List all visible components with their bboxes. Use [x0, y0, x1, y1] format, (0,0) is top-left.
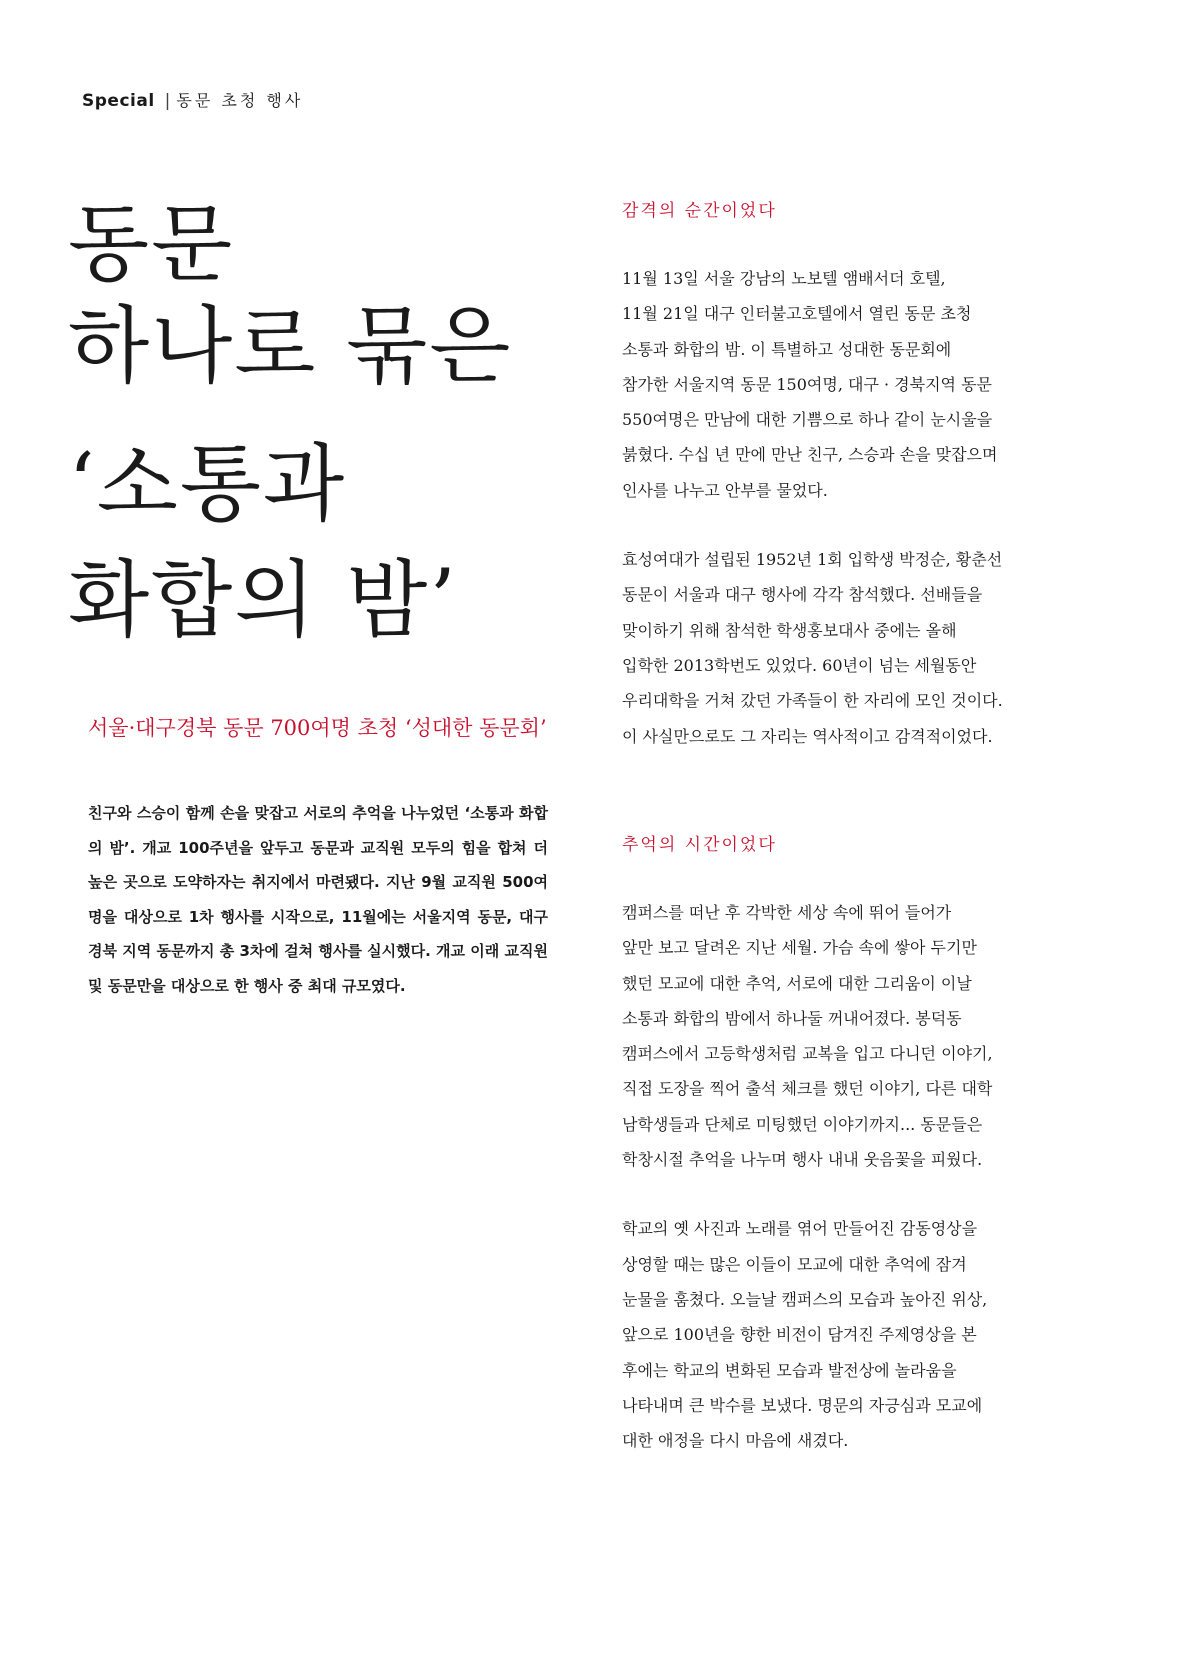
body-line: 했던 모교에 대한 추억, 서로에 대한 그리움이 이날 [622, 973, 972, 993]
body-line: 11월 13일 서울 강남의 노보텔 앰배서더 호텔, [622, 269, 946, 288]
section-2-heading: 추억의 시간이었다 [622, 835, 777, 855]
headline-line-2: 하나로 묶은 [68, 297, 513, 395]
body-line: 인사를 나누고 안부를 물었다. [622, 480, 828, 500]
body-line: 우리대학을 거쳐 갔던 가족들이 한 자리에 모인 것이다. [622, 691, 1003, 711]
body-line: 입학한 2013학번도 있었다. 60년이 넘는 세월동안 [622, 655, 977, 675]
body-line: 학창시절 추억을 나누며 행사 내내 웃음꽃을 피웠다. [622, 1150, 983, 1170]
section-label-special: Special [82, 91, 155, 111]
body-line: 앞으로 100년을 향한 비전이 담겨진 주제영상을 본 [622, 1325, 977, 1345]
body-line: 소통과 화합의 밤에서 하나둘 꺼내어졌다. 봉덕동 [622, 1008, 962, 1028]
body-line: 이 사실만으로도 그 자리는 역사적이고 감격적이었다. [622, 726, 993, 746]
body-line: 눈물을 훔쳤다. 오늘날 캠퍼스의 모습과 높아진 위상, [622, 1289, 988, 1309]
body-line: 대한 애정을 다시 마음에 새겼다. [622, 1431, 849, 1451]
section-2-paragraph-2 [622, 1211, 1092, 1458]
body-line: 상영할 때는 많은 이들이 모교에 대한 추억에 잠겨 [622, 1254, 967, 1274]
body-line: 후에는 학교의 변화된 모습과 발전상에 놀라움을 [622, 1360, 957, 1380]
body-line: 11월 21일 대구 인터불고호텔에서 열린 동문 초청 [622, 304, 972, 324]
section-2 [622, 830, 1092, 1458]
body-line: 동문이 서울과 대구 행사에 각각 참석했다. 선배들을 [622, 585, 983, 605]
body-line: 붉혔다. 수십 년 만에 만난 친구, 스승과 손을 맞잡으며 [622, 445, 998, 465]
body-line: 맞이하기 위해 참석한 학생홍보대사 중에는 올해 [622, 620, 957, 640]
body-line: 소통과 화합의 밤. 이 특별하고 성대한 동문회에 [622, 339, 952, 359]
body-line: 캠퍼스에서 고등학생처럼 교복을 입고 다니던 이야기, [622, 1044, 993, 1064]
section-label-topic: 동문 초청 행사 [176, 91, 304, 110]
article-headline [68, 196, 628, 648]
headline-line-3: ‘소통과 [68, 435, 347, 533]
body-line: 앞만 보고 달려온 지난 세월. 가슴 속에 쌓아 두기만 [622, 938, 977, 958]
body-line: 학교의 옛 사진과 노래를 엮어 만들어진 감동영상을 [622, 1219, 978, 1239]
section-1 [622, 196, 1092, 754]
body-line: 나타내며 큰 박수를 보냈다. 명문의 자긍심과 모교에 [622, 1395, 983, 1415]
section-1-paragraph-1 [622, 261, 1092, 508]
body-line: 남학생들과 단체로 미팅했던 이야기까지... 동문들은 [622, 1114, 983, 1134]
section-1-heading: 감격의 순간이었다 [622, 201, 777, 221]
section-1-paragraph-2 [622, 542, 1092, 754]
article-subtitle: 서울·대구경북 동문 700여명 초청 ‘성대한 동문회’ [88, 716, 547, 740]
body-line: 참가한 서울지역 동문 150여명, 대구 · 경북지역 동문 [622, 374, 992, 394]
body-line: 캠퍼스를 떠난 후 각박한 세상 속에 뛰어 들어가 [622, 903, 952, 922]
headline-line-1: 동문 [68, 195, 235, 293]
section-label-separator: | [164, 91, 171, 111]
section-label [82, 88, 303, 111]
body-line: 550여명은 만남에 대한 기쁨으로 하나 같이 눈시울을 [622, 410, 993, 430]
section-2-paragraph-1 [622, 895, 1092, 1177]
body-line: 직접 도장을 찍어 출석 체크를 했던 이야기, 다른 대학 [622, 1079, 993, 1099]
headline-line-4: 화합의 밤’ [68, 551, 458, 649]
intro-paragraph: 친구와 스승이 함께 손을 맞잡고 서로의 추억을 나누었던 ‘소통과 화합의 밤’. 개교 100주년을 앞두고 동문과 교직원 모두의 힘을 합쳐 더 높은 곳으로 도약하자는 취지에서 마련됐다. 지난 9월 교직원 500여명을 대상으로 1차 행사를 시작으로, 11월에는 서울지역 동문, 대구경북 지역 동문까지 총 3차에 걸쳐 행사를 실시했다. 개교 이래 교직원 및 동문만을 대상으로 한 행사 중 최대 규모였다. [88, 804, 548, 995]
body-line: 효성여대가 설립된 1952년 1회 입학생 박정순, 황춘선 [622, 550, 1003, 570]
